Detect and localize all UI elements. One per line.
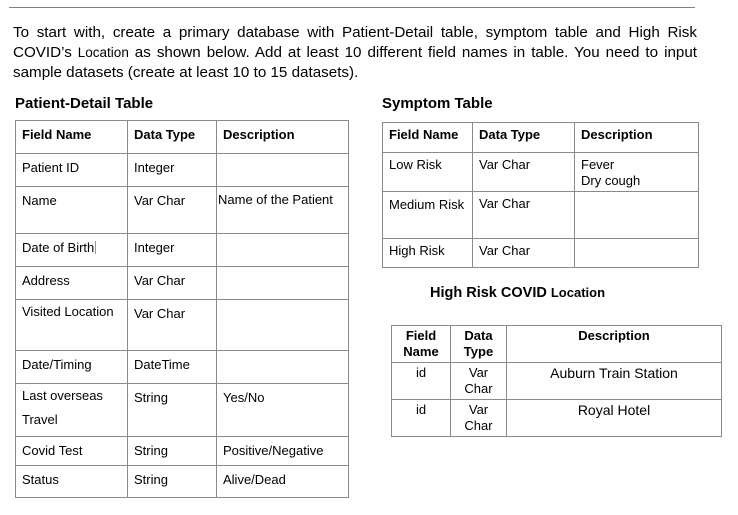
table-row	[16, 234, 349, 267]
cell-desc	[217, 234, 349, 267]
cell-type: Var Char	[473, 153, 575, 192]
cell-field: Address	[16, 267, 128, 300]
cell-field: Name	[16, 187, 128, 234]
cell-field: Patient ID	[16, 154, 128, 187]
header-description: Description	[217, 121, 349, 154]
table-row	[383, 239, 699, 268]
patient-detail-table	[15, 120, 349, 498]
cell-type: Var Char	[128, 300, 217, 351]
header-field-name: Field Name	[392, 326, 451, 363]
header-description: Description	[575, 123, 699, 153]
table-row	[16, 351, 349, 384]
cell-field: Date of Birth	[16, 234, 128, 267]
cell-desc	[217, 267, 349, 300]
cell-type: String	[128, 437, 217, 466]
cell-field: Date/Timing	[16, 351, 128, 384]
cell-field: Status	[16, 466, 128, 498]
location-title-main: High Risk COVID	[430, 285, 551, 301]
cell-type: DateTime	[128, 351, 217, 384]
header-data-type: Data Type	[128, 121, 217, 154]
cell-type: Var Char	[451, 400, 507, 437]
table-row	[16, 187, 349, 234]
patient-table-title: Patient-Detail Table	[15, 95, 154, 112]
cell-type: Var Char	[473, 239, 575, 268]
cell-desc	[217, 154, 349, 187]
header-data-type: Data Type	[451, 326, 507, 363]
table-row	[16, 154, 349, 187]
location-table-title	[430, 285, 605, 301]
table-row	[392, 400, 722, 437]
cell-type: Var Char	[473, 192, 575, 239]
cell-field: Visited Location	[16, 300, 128, 351]
header-data-type: Data Type	[473, 123, 575, 153]
cell-type: String	[128, 384, 217, 437]
symptom-table-title: Symptom Table	[382, 95, 493, 112]
cell-desc	[217, 187, 349, 234]
intro-text-1: To start with, create a primary database with Patient-Detail table, symptom table and High Risk COVID’s	[13, 24, 697, 61]
cell-field: Medium Risk	[383, 192, 473, 239]
symptom-dry-cough: Dry cough	[581, 173, 641, 188]
cell-field: Low Risk	[383, 153, 473, 192]
cell-type: Var Char	[128, 267, 217, 300]
cell-desc: Royal Hotel	[507, 400, 722, 437]
cell-desc: Positive/Negative	[217, 437, 349, 466]
cell-desc: Alive/Dead	[217, 466, 349, 498]
table-row	[16, 267, 349, 300]
header-field-name: Field Name	[383, 123, 473, 153]
cell-field: Last overseas Travel	[16, 384, 128, 437]
cell-desc: Yes/No	[217, 384, 349, 437]
cell-type: Var Char	[451, 363, 507, 400]
cell-type: Integer	[128, 154, 217, 187]
cell-type: Integer	[128, 234, 217, 267]
table-row	[16, 466, 349, 498]
location-title-small: Location	[550, 285, 606, 300]
cell-desc	[217, 351, 349, 384]
intro-text-2: as shown below. Add at least 10 different field names in table. You need to input sample datasets (create at least 10 to 15 datasets).	[13, 44, 698, 81]
intro-paragraph	[13, 23, 697, 83]
table-row	[16, 384, 349, 437]
table-header-row	[392, 326, 722, 363]
cell-field: Covid Test	[16, 437, 128, 466]
location-table	[391, 325, 722, 437]
symptom-table	[382, 122, 699, 268]
header-field-name: Field Name	[16, 121, 128, 154]
table-row	[383, 153, 699, 192]
cell-desc	[575, 192, 699, 239]
top-divider	[9, 7, 695, 8]
symptom-fever: Fever	[581, 157, 615, 172]
header-description: Description	[507, 326, 722, 363]
cell-field: id	[392, 363, 451, 400]
name-description: Name of the Patient	[218, 192, 333, 207]
table-header-row	[16, 121, 349, 154]
table-row	[16, 300, 349, 351]
cell-desc	[575, 153, 699, 192]
text-cursor	[95, 241, 96, 254]
cell-field: High Risk	[383, 239, 473, 268]
table-header-row	[383, 123, 699, 153]
cell-desc	[217, 300, 349, 351]
cell-desc: Auburn Train Station	[507, 363, 722, 400]
cell-type: String	[128, 466, 217, 498]
cell-desc	[575, 239, 699, 268]
table-row	[392, 363, 722, 400]
table-row	[16, 437, 349, 466]
cell-field: id	[392, 400, 451, 437]
cell-type: Var Char	[128, 187, 217, 234]
table-row	[383, 192, 699, 239]
intro-location-word: Location	[77, 45, 129, 60]
